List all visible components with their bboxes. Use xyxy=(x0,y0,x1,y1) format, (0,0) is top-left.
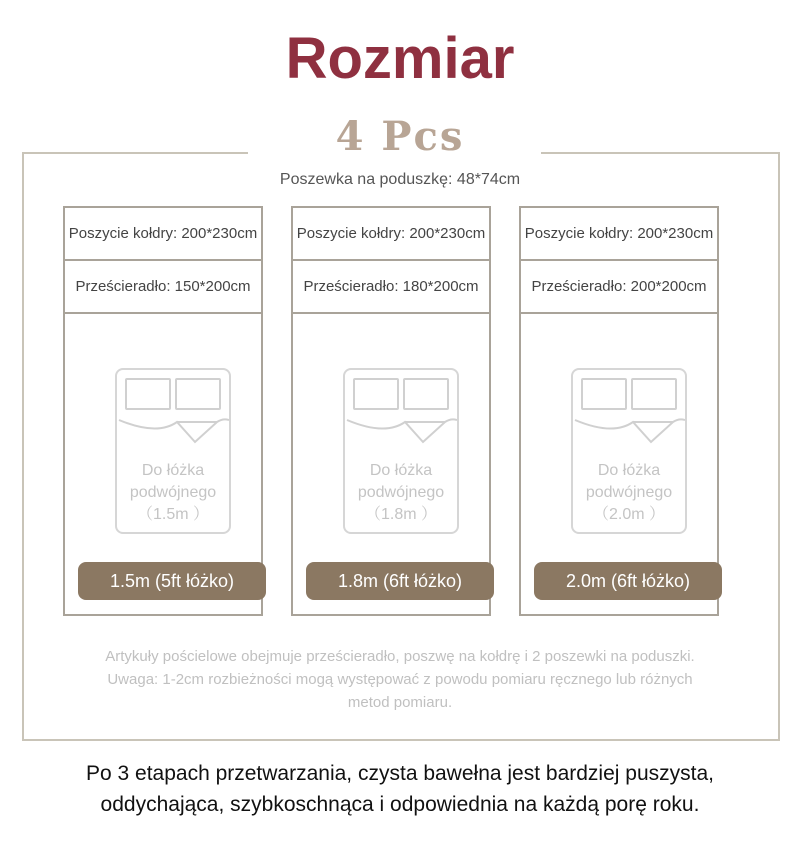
sheet-size: Prześcieradło: 150*200cm xyxy=(65,261,261,314)
size-card-2-0m xyxy=(519,206,719,616)
bed-caption: Do łóżka podwójnego （2.0m ） xyxy=(585,462,673,523)
size-label-badge: 2.0m (6ft łóżko) xyxy=(534,562,722,600)
duvet-fold-icon xyxy=(573,370,685,460)
size-label-badge: 1.5m (5ft łóżko) xyxy=(78,562,266,600)
duvet-fold-icon xyxy=(117,370,229,460)
bed-caption: Do łóżka podwójnego （1.8m ） xyxy=(357,462,445,523)
sheet-size: Prześcieradło: 180*200cm xyxy=(293,261,489,314)
bed-icon xyxy=(343,368,459,534)
duvet-size: Poszycie kołdry: 200*230cm xyxy=(65,208,261,261)
bed-icon xyxy=(115,368,231,534)
duvet-size: Poszycie kołdry: 200*230cm xyxy=(521,208,717,261)
sheet-size: Prześcieradło: 200*200cm xyxy=(521,261,717,314)
pieces-badge: 4 Pcs xyxy=(335,113,465,160)
bed-icon xyxy=(571,368,687,534)
footer-description: Po 3 etapach przetwarzania, czysta bawełna jest bardziej puszysta, oddychająca, szybkoschnąca i odpowiednia na każdą porę roku. xyxy=(85,762,714,816)
size-label-badge: 1.8m (6ft łóżko) xyxy=(306,562,494,600)
size-card-1-8m xyxy=(291,206,491,616)
bed-caption: Do łóżka podwójnego （1.5m ） xyxy=(129,462,217,523)
duvet-fold-icon xyxy=(345,370,457,460)
bedding-note: Artykuły pościelowe obejmuje prześcieradło, poszwę na kołdrę i 2 poszewki na poduszki. Uwaga: 1-2cm rozbieżności mogą występować z powodu pomiaru ręcznego lub różnych metod pomiaru. xyxy=(105,648,695,711)
pillowcase-size: Poszewka na poduszkę: 48*74cm xyxy=(279,171,521,188)
page-title: Rozmiar xyxy=(285,26,515,91)
size-card-1-5m xyxy=(63,206,263,616)
duvet-size: Poszycie kołdry: 200*230cm xyxy=(293,208,489,261)
